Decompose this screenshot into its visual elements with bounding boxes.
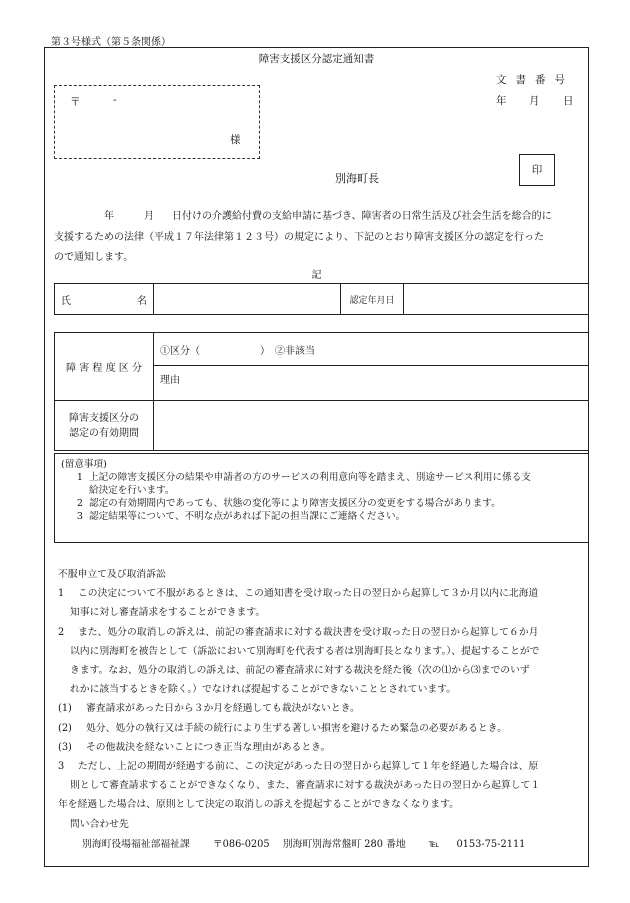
name-date-table xyxy=(54,283,589,315)
appeal-section xyxy=(58,565,588,834)
date-month-label: 月 xyxy=(529,95,540,107)
recipient-honorific: 様 xyxy=(230,134,241,146)
appeal-text: 以内に別海町を被告として（訴訟において別海町を代表する者は別海町長となります。）、提起することがで xyxy=(70,645,540,657)
intro-month: 月 xyxy=(144,211,154,222)
appeal-text: れかに該当するときを除く。）でなければ提起することができないこととされています。 xyxy=(70,684,456,696)
validity-label-line-2: 認定の有効期間 xyxy=(69,427,139,439)
postal-mark: 〒 xyxy=(70,96,81,108)
appeal-text: ただし、上記の期間が経過する前に、この決定があった日の翌日から起算して１年を経過した場合は、原 xyxy=(78,761,539,773)
degree-options[interactable]: ①区分（ ） ②非該当 xyxy=(154,333,589,366)
intro-line-2: 支援するための法律（平成１７年法律第１２３号）の規定により、下記のとおり障害支援区分の認定を行った xyxy=(54,231,544,243)
document-title: 障害支援区分認定通知書 xyxy=(258,53,375,65)
degree-label: 障 害 程 度 区 分 xyxy=(55,333,154,401)
note-item xyxy=(61,471,582,484)
appeal-text: きます。なお、処分の取消しの訴えは、前記の審査請求に対する裁決を経た後（次の⑴から⑶までのいず xyxy=(70,665,530,677)
name-label-2: 名 xyxy=(137,295,147,307)
appeal-text: その他裁決を経ないことにつき正当な理由があるとき。 xyxy=(86,741,331,753)
note-number: 2 xyxy=(76,498,83,509)
issuer-name: 別海町長 xyxy=(335,172,379,185)
reason-cell[interactable] xyxy=(154,366,589,401)
postal-dash: - xyxy=(113,94,117,106)
appeal-sub-num: (2) xyxy=(58,722,72,734)
reason-label: 理由 xyxy=(160,375,180,386)
validity-label xyxy=(55,401,154,451)
appeal-text: 則として審査請求することができなくなり、また、審査請求に対する裁決があった日の翌日から起算して１ xyxy=(70,780,541,792)
note-text: 認定の有効期間内であっても、状態の変化等により障害支援区分の変更をする場合があります。 xyxy=(89,498,501,509)
note-number: 1 xyxy=(76,472,83,483)
cert-date-label: 認定年月日 xyxy=(341,284,404,315)
name-label-cell xyxy=(55,284,154,315)
document-number-label: 文書番号 xyxy=(496,74,574,86)
contact-dept: 別海町役場福祉部福祉課 xyxy=(82,839,190,850)
validity-label-line-1: 障害支援区分の xyxy=(69,412,139,424)
contact-postal: 〒086-0205 xyxy=(212,839,270,850)
appeal-num: 3 xyxy=(58,761,65,773)
notes-heading: (留意事項) xyxy=(61,459,107,470)
note-number: 3 xyxy=(76,511,83,522)
appeal-text: この決定について不服があるときは、この通知書を受け取った日の翌日から起算して３か月以内に北海道 xyxy=(78,588,539,600)
appeal-text: 処分、処分の執行又は手続の続行により生ずる著しい損害を避けるため緊急の必要があるとき。 xyxy=(86,722,507,734)
ki-heading: 記 xyxy=(311,270,322,281)
intro-line-3: ので通知します。 xyxy=(54,252,134,263)
note-text: 上記の障害支援区分の結果や申請者の方のサービスの利用意向等を踏まえ、別途サービス利用に係る支 xyxy=(89,472,531,483)
validity-value-cell[interactable] xyxy=(154,401,589,451)
notes-box xyxy=(54,453,589,543)
address-window xyxy=(54,85,260,159)
date-day-label: 日 xyxy=(563,95,574,107)
contact-heading: 問い合わせ先 xyxy=(70,818,129,830)
appeal-text: また、処分の取消しの訴えは、前記の審査請求に対する裁決書を受け取った日の翌日から起算して６か月 xyxy=(78,626,539,638)
contact-tel[interactable]: 0153-75-2111 xyxy=(456,839,526,850)
note-text-cont: 給決定を行います。 xyxy=(89,485,175,496)
appeal-num: 2 xyxy=(58,626,65,638)
appeal-sub-num: (1) xyxy=(58,703,72,715)
tel-label: ℡ xyxy=(428,839,440,850)
date-year-label: 年 xyxy=(496,95,507,107)
cert-date-value-cell[interactable] xyxy=(404,284,589,315)
form-label: 第３号様式（第５条関係） xyxy=(51,37,171,48)
appeal-text: 知事に対し審査請求をすることができます。 xyxy=(70,607,266,619)
appeal-sub-num: (3) xyxy=(58,741,72,753)
note-item xyxy=(61,510,582,523)
intro-paragraph xyxy=(54,207,584,269)
name-label-1: 氏 xyxy=(61,295,71,307)
note-text: 認定結果等について、不明な点があれば下記の担当課にご連絡ください。 xyxy=(89,511,406,522)
appeal-num: 1 xyxy=(58,588,65,600)
name-value-cell[interactable] xyxy=(154,284,341,315)
contact-address: 別海町別海常盤町 280 番地 xyxy=(282,839,406,850)
appeal-heading: 不服申立て及び取消訴訟 xyxy=(58,569,166,580)
contact-line xyxy=(58,836,525,850)
seal-box: 印 xyxy=(519,154,555,186)
intro-line-1: 日付けの介護給付費の支給申請に基づき、障害者の日常生活及び社会生活を総合的に xyxy=(172,211,552,222)
classification-table xyxy=(54,332,589,451)
note-item xyxy=(61,497,582,510)
appeal-text: 年を経過した場合は、原則として決定の取消しの訴えを提起することができなくなります。 xyxy=(58,799,459,811)
appeal-text: 審査請求があった日から３か月を経過しても裁決がないとき。 xyxy=(86,703,360,715)
intro-year: 年 xyxy=(104,211,114,222)
